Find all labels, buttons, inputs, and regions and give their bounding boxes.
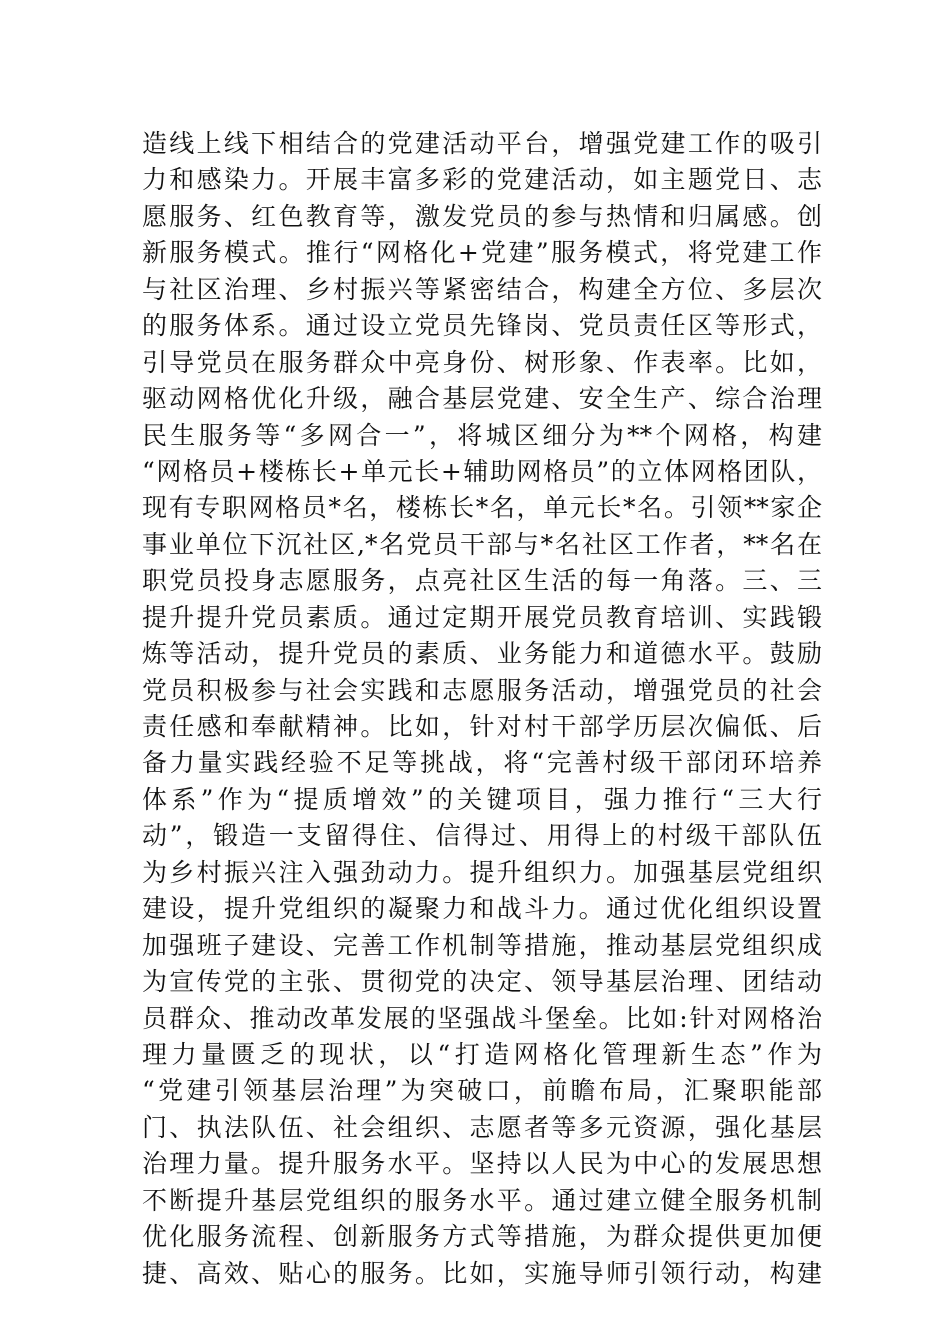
text-line: 为宣传党的主张、贯彻党的决定、领导基层治理、团结动 [142,967,822,997]
text-line: 炼等活动，提升党员的素质、业务能力和道德水平。鼓励 [142,639,822,669]
text-line: 现有专职网格员*名，楼栋长*名，单元长*名。引领**家企 [142,493,822,523]
text-line: 职党员投身志愿服务，点亮社区生活的每一角落。三、三 [142,566,822,596]
text-line: 员群众、推动改革发展的坚强战斗堡垒。比如:针对网格治 [142,1003,822,1033]
text-line: 党员积极参与社会实践和志愿服务活动，增强党员的社会 [142,675,822,705]
text-line: “党建引领基层治理”为突破口，前瞻布局，汇聚职能部 [142,1076,822,1106]
text-line: 动”，锻造一支留得住、信得过、用得上的村级干部队伍 [142,821,822,851]
text-line: 造线上线下相结合的党建活动平台，增强党建工作的吸引 [142,129,822,158]
text-line: 建设，提升党组织的凝聚力和战斗力。通过优化组织设置 [142,894,822,924]
text-line: 理力量匮乏的现状，以“打造网格化管理新生态”作为 [142,1039,822,1069]
text-line: 体系”作为“提质增效”的关键项目，强力推行“三大行 [142,784,822,814]
body-paragraph [142,126,822,1292]
text-line: 备力量实践经验不足等挑战，将“完善村级干部闭环培养 [142,748,822,778]
text-line: 门、执法队伍、社会组织、志愿者等多元资源，强化基层 [142,1112,822,1142]
text-line: 为乡村振兴注入强劲动力。提升组织力。加强基层党组织 [142,857,822,887]
text-line: 力和感染力。开展丰富多彩的党建活动，如主题党日、志 [142,165,822,195]
text-line: 引导党员在服务群众中亮身份、树形象、作表率。比如， [142,347,822,377]
text-line: 不断提升基层党组织的服务水平。通过建立健全服务机制 [142,1185,822,1215]
text-line: 捷、高效、贴心的服务。比如，实施导师引领行动，构建 [142,1258,822,1288]
text-line: 驱动网格优化升级，融合基层党建、安全生产、综合治理 [142,384,822,414]
text-line: 的服务体系。通过设立党员先锋岗、党员责任区等形式， [142,311,822,341]
text-line: “网格员+楼栋长+单元长+辅助网格员”的立体网格团队， [142,456,822,486]
text-line: 与社区治理、乡村振兴等紧密结合，构建全方位、多层次 [142,274,822,304]
text-line: 愿服务、红色教育等，激发党员的参与热情和归属感。创 [142,201,822,231]
text-line: 提升提升党员素质。通过定期开展党员教育培训、实践锻 [142,602,822,632]
text-line: 民生服务等“多网合一”，将城区细分为**个网格，构建 [142,420,822,450]
text-line: 责任感和奉献精神。比如，针对村干部学历层次偏低、后 [142,712,822,741]
text-line: 优化服务流程、创新服务方式等措施，为群众提供更加便 [142,1222,822,1252]
text-line: 事业单位下沉社区,*名党员干部与*名社区工作者，**名在 [142,529,822,559]
text-line: 新服务模式。推行“网格化+党建”服务模式，将党建工作 [142,238,822,268]
text-line: 加强班子建设、完善工作机制等措施，推动基层党组织成 [142,930,822,960]
text-line: 治理力量。提升服务水平。坚持以人民为中心的发展思想 [142,1149,822,1179]
